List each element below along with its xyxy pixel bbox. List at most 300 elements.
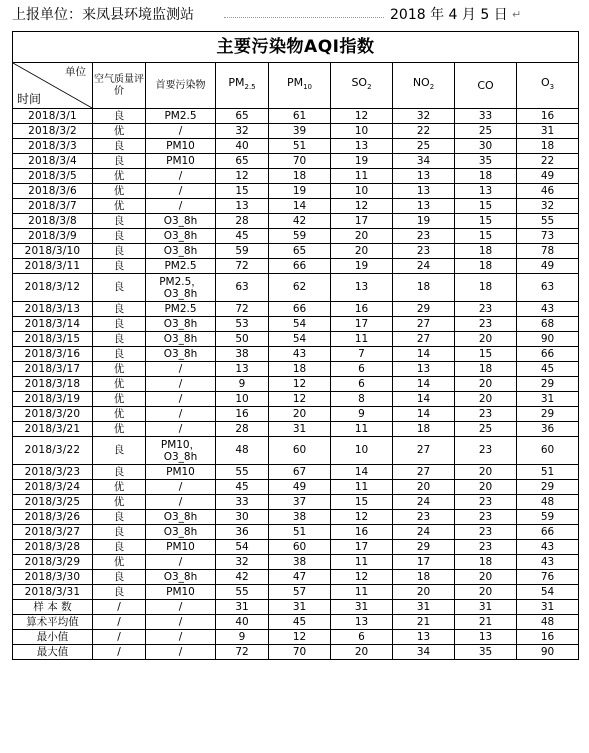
table-cell: 28 [216, 214, 269, 229]
table-cell: 11 [331, 422, 393, 437]
table-cell: / [146, 362, 216, 377]
table-cell: 15 [455, 229, 517, 244]
table-body [13, 109, 579, 600]
header-no2: $NO_2$ [393, 63, 455, 109]
table-cell: 67 [269, 465, 331, 480]
date-cell: 2018/3/18 [13, 377, 93, 392]
date-cell: 2018/3/8 [13, 214, 93, 229]
table-cell: 12 [331, 570, 393, 585]
table-row [13, 377, 579, 392]
table-cell: 9 [216, 377, 269, 392]
table-cell: 65 [216, 154, 269, 169]
table-cell: 13 [216, 199, 269, 214]
table-row [13, 184, 579, 199]
table-cell: PM2.5， O3_8h [146, 274, 216, 302]
table-cell: 12 [331, 109, 393, 124]
table-cell: 优 [93, 199, 146, 214]
table-cell: 24 [393, 525, 455, 540]
summary-cell: 31 [269, 600, 331, 615]
table-cell: 23 [455, 540, 517, 555]
summary-row [13, 615, 579, 630]
table-cell: 36 [216, 525, 269, 540]
table-cell: 18 [393, 422, 455, 437]
table-cell: 20 [455, 585, 517, 600]
table-cell: 18 [455, 362, 517, 377]
table-cell: 良 [93, 585, 146, 600]
table-cell: 30 [455, 139, 517, 154]
table-cell: 23 [455, 437, 517, 465]
summary-cell: 21 [455, 615, 517, 630]
summary-cell: 16 [517, 630, 579, 645]
table-cell: 29 [517, 480, 579, 495]
table-cell: 15 [455, 199, 517, 214]
table-row [13, 199, 579, 214]
table-cell: 31 [269, 422, 331, 437]
table-cell: 43 [517, 540, 579, 555]
table-cell: O3_8h [146, 347, 216, 362]
table-cell: 60 [269, 540, 331, 555]
table-row [13, 259, 579, 274]
table-row [13, 407, 579, 422]
table-cell: 17 [331, 317, 393, 332]
table-cell: 良 [93, 540, 146, 555]
table-cell: 14 [269, 199, 331, 214]
table-cell: 63 [517, 274, 579, 302]
table-title: 主要污染物AQI指数 [13, 32, 579, 63]
table-cell: 良 [93, 570, 146, 585]
table-cell: / [146, 377, 216, 392]
table-cell: 8 [331, 392, 393, 407]
summary-cell: 70 [269, 645, 331, 660]
table-row [13, 229, 579, 244]
summary-cell: / [146, 630, 216, 645]
table-cell: 13 [216, 362, 269, 377]
table-row [13, 465, 579, 480]
table-cell: 13 [393, 199, 455, 214]
table-cell: 57 [269, 585, 331, 600]
table-cell: O3_8h [146, 229, 216, 244]
table-cell: 10 [331, 437, 393, 465]
table-cell: 16 [216, 407, 269, 422]
table-cell: 78 [517, 244, 579, 259]
table-cell: 优 [93, 555, 146, 570]
table-cell: / [146, 169, 216, 184]
table-cell: 72 [216, 302, 269, 317]
table-row [13, 332, 579, 347]
table-cell: 49 [269, 480, 331, 495]
table-cell: 32 [393, 109, 455, 124]
table-cell: 17 [331, 540, 393, 555]
date-cell: 2018/3/30 [13, 570, 93, 585]
table-row [13, 525, 579, 540]
table-cell: 39 [269, 124, 331, 139]
table-cell: 12 [269, 377, 331, 392]
table-cell: 良 [93, 510, 146, 525]
table-cell: 良 [93, 154, 146, 169]
table-row [13, 109, 579, 124]
table-cell: 55 [216, 585, 269, 600]
table-row [13, 392, 579, 407]
table-cell: / [146, 184, 216, 199]
table-cell: 20 [455, 332, 517, 347]
table-row [13, 437, 579, 465]
table-row [13, 362, 579, 377]
summary-cell: 9 [216, 630, 269, 645]
report-header [12, 4, 582, 26]
table-cell: 66 [517, 525, 579, 540]
table-cell: 45 [216, 480, 269, 495]
table-cell: 优 [93, 362, 146, 377]
table-cell: 59 [216, 244, 269, 259]
table-cell: 6 [331, 377, 393, 392]
table-cell: 24 [393, 259, 455, 274]
summary-cell: 34 [393, 645, 455, 660]
table-cell: 18 [393, 570, 455, 585]
date-cell: 2018/3/20 [13, 407, 93, 422]
table-row [13, 154, 579, 169]
date-cell: 2018/3/5 [13, 169, 93, 184]
table-cell: / [146, 124, 216, 139]
table-cell: 优 [93, 169, 146, 184]
table-cell: 25 [393, 139, 455, 154]
date-cell: 2018/3/26 [13, 510, 93, 525]
table-cell: O3_8h [146, 244, 216, 259]
table-cell: 14 [393, 392, 455, 407]
table-cell: 14 [393, 347, 455, 362]
table-cell: 23 [455, 525, 517, 540]
summary-cell: / [146, 615, 216, 630]
table-cell: 27 [393, 465, 455, 480]
summary-cell: 45 [269, 615, 331, 630]
date-cell: 2018/3/24 [13, 480, 93, 495]
table-cell: 良 [93, 259, 146, 274]
table-row [13, 585, 579, 600]
table-cell: 良 [93, 229, 146, 244]
table-cell: 45 [216, 229, 269, 244]
summary-cell: 35 [455, 645, 517, 660]
table-cell: 68 [517, 317, 579, 332]
table-cell: 15 [455, 214, 517, 229]
table-cell: 11 [331, 332, 393, 347]
table-cell: 18 [269, 169, 331, 184]
table-cell: 36 [517, 422, 579, 437]
table-row [13, 317, 579, 332]
table-cell: 13 [331, 139, 393, 154]
table-cell: 33 [216, 495, 269, 510]
table-cell: 9 [331, 407, 393, 422]
date-cell: 2018/3/4 [13, 154, 93, 169]
table-cell: 良 [93, 317, 146, 332]
table-cell: 33 [455, 109, 517, 124]
table-cell: PM10 [146, 465, 216, 480]
table-cell: 31 [517, 124, 579, 139]
table-cell: 18 [455, 169, 517, 184]
table-cell: 18 [455, 274, 517, 302]
table-cell: 25 [455, 422, 517, 437]
table-cell: 16 [331, 525, 393, 540]
table-cell: 13 [393, 169, 455, 184]
table-cell: 42 [216, 570, 269, 585]
date-cell: 2018/3/12 [13, 274, 93, 302]
table-cell: 65 [216, 109, 269, 124]
table-cell: 良 [93, 214, 146, 229]
date-cell: 2018/3/3 [13, 139, 93, 154]
table-cell: 良 [93, 109, 146, 124]
table-row [13, 139, 579, 154]
table-cell: 29 [393, 540, 455, 555]
summary-cell: 31 [393, 600, 455, 615]
corner-header [13, 63, 93, 109]
table-row [13, 422, 579, 437]
table-cell: 18 [517, 139, 579, 154]
table-row [13, 570, 579, 585]
table-cell: 20 [455, 480, 517, 495]
date-cell: 2018/3/25 [13, 495, 93, 510]
table-cell: 31 [517, 392, 579, 407]
table-cell: 17 [331, 214, 393, 229]
table-cell: 38 [269, 510, 331, 525]
table-cell: 18 [455, 555, 517, 570]
header-primary-pollutant: 首要污染物 [146, 63, 216, 109]
table-cell: 45 [517, 362, 579, 377]
table-cell: 25 [455, 124, 517, 139]
table-summary [13, 600, 579, 660]
table-cell: 20 [455, 377, 517, 392]
table-cell: 13 [331, 274, 393, 302]
date-cell: 2018/3/7 [13, 199, 93, 214]
table-cell: 11 [331, 480, 393, 495]
date-cell: 2018/3/22 [13, 437, 93, 465]
summary-cell: 21 [393, 615, 455, 630]
table-cell: 13 [455, 184, 517, 199]
table-cell: 50 [216, 332, 269, 347]
table-cell: 7 [331, 347, 393, 362]
summary-cell: 20 [331, 645, 393, 660]
table-cell: 22 [517, 154, 579, 169]
table-cell: 23 [455, 495, 517, 510]
table-row [13, 510, 579, 525]
table-cell: 18 [455, 244, 517, 259]
table-cell: 良 [93, 525, 146, 540]
table-cell: 54 [269, 317, 331, 332]
table-cell: / [146, 422, 216, 437]
date-cell: 2018/3/11 [13, 259, 93, 274]
table-cell: 29 [517, 377, 579, 392]
reporting-unit: 上报单位：来凤县环境监测站 [12, 7, 194, 23]
table-cell: 良 [93, 465, 146, 480]
table-row [13, 347, 579, 362]
table-cell: 良 [93, 302, 146, 317]
summary-row [13, 600, 579, 615]
table-cell: / [146, 392, 216, 407]
table-cell: 62 [269, 274, 331, 302]
table-cell: 32 [216, 124, 269, 139]
summary-cell: / [146, 645, 216, 660]
header-co: CO [455, 63, 517, 109]
header-o3: $O_3$ [517, 63, 579, 109]
table-cell: 18 [393, 274, 455, 302]
table-cell: 6 [331, 362, 393, 377]
table-cell: 72 [216, 259, 269, 274]
table-cell: 11 [331, 555, 393, 570]
table-cell: 20 [393, 480, 455, 495]
table-cell: 20 [393, 585, 455, 600]
table-cell: 良 [93, 244, 146, 259]
table-cell: 70 [269, 154, 331, 169]
table-cell: 66 [517, 347, 579, 362]
date-cell: 2018/3/14 [13, 317, 93, 332]
header-pm25: $PM_{2.5}$ [216, 63, 269, 109]
table-cell: 53 [216, 317, 269, 332]
summary-cell: 12 [269, 630, 331, 645]
corner-unit-label: 单位 [65, 66, 86, 78]
table-cell: 61 [269, 109, 331, 124]
table-cell: 良 [93, 437, 146, 465]
table-cell: 30 [216, 510, 269, 525]
summary-label: 算术平均值 [13, 615, 93, 630]
table-cell: 40 [216, 139, 269, 154]
table-cell: 20 [269, 407, 331, 422]
table-cell: 优 [93, 495, 146, 510]
table-row [13, 540, 579, 555]
table-cell: 54 [216, 540, 269, 555]
table-cell: 23 [455, 407, 517, 422]
header-quality: 空气质量评价 [93, 63, 146, 109]
table-cell: / [146, 495, 216, 510]
table-cell: 良 [93, 347, 146, 362]
table-cell: 34 [393, 154, 455, 169]
table-cell: 27 [393, 317, 455, 332]
summary-cell: 31 [455, 600, 517, 615]
table-cell: 51 [269, 139, 331, 154]
table-cell: 18 [269, 362, 331, 377]
table-cell: 12 [331, 510, 393, 525]
table-cell: 14 [331, 465, 393, 480]
summary-cell: 31 [216, 600, 269, 615]
table-cell: 20 [455, 392, 517, 407]
table-cell: 16 [517, 109, 579, 124]
table-cell: 良 [93, 274, 146, 302]
table-row [13, 169, 579, 184]
table-cell: 66 [269, 302, 331, 317]
table-cell: 19 [393, 214, 455, 229]
table-cell: 20 [455, 570, 517, 585]
table-cell: 23 [455, 510, 517, 525]
table-row [13, 495, 579, 510]
date-cell: 2018/3/15 [13, 332, 93, 347]
date-cell: 2018/3/17 [13, 362, 93, 377]
table-cell: 12 [269, 392, 331, 407]
table-row [13, 302, 579, 317]
table-cell: / [146, 407, 216, 422]
table-cell: O3_8h [146, 332, 216, 347]
table-cell: 20 [331, 244, 393, 259]
table-cell: 28 [216, 422, 269, 437]
table-cell: 66 [269, 259, 331, 274]
table-cell: PM10 [146, 540, 216, 555]
date-cell: 2018/3/19 [13, 392, 93, 407]
table-cell: PM10 [146, 139, 216, 154]
table-cell: 11 [331, 169, 393, 184]
date-cell: 2018/3/10 [13, 244, 93, 259]
table-cell: 19 [331, 259, 393, 274]
table-cell: PM2.5 [146, 302, 216, 317]
table-cell: 51 [269, 525, 331, 540]
summary-cell: / [93, 615, 146, 630]
table-cell: 11 [331, 585, 393, 600]
table-cell: 43 [517, 302, 579, 317]
table-cell: 47 [269, 570, 331, 585]
table-cell: 29 [517, 407, 579, 422]
date-cell: 2018/3/2 [13, 124, 93, 139]
table-cell: 优 [93, 407, 146, 422]
table-cell: O3_8h [146, 570, 216, 585]
table-cell: PM10 [146, 154, 216, 169]
table-cell: 55 [517, 214, 579, 229]
dotted-leader [224, 17, 384, 18]
table-cell: 27 [393, 332, 455, 347]
date-cell: 2018/3/31 [13, 585, 93, 600]
table-cell: 22 [393, 124, 455, 139]
table-cell: 14 [393, 377, 455, 392]
table-cell: 38 [216, 347, 269, 362]
table-cell: 59 [517, 510, 579, 525]
table-cell: 23 [393, 510, 455, 525]
table-row [13, 555, 579, 570]
summary-cell: / [146, 600, 216, 615]
table-cell: O3_8h [146, 214, 216, 229]
table-cell: 10 [331, 124, 393, 139]
summary-cell: 13 [331, 615, 393, 630]
table-cell: PM10， O3_8h [146, 437, 216, 465]
header-so2: $SO_2$ [331, 63, 393, 109]
date-cell: 2018/3/1 [13, 109, 93, 124]
table-cell: 48 [216, 437, 269, 465]
table-cell: 46 [517, 184, 579, 199]
date-cell: 2018/3/29 [13, 555, 93, 570]
table-cell: / [146, 199, 216, 214]
corner-time-label: 时间 [17, 92, 42, 106]
table-cell: 19 [269, 184, 331, 199]
summary-cell: 90 [517, 645, 579, 660]
date-cell: 2018/3/28 [13, 540, 93, 555]
table-cell: 24 [393, 495, 455, 510]
table-cell: 37 [269, 495, 331, 510]
table-cell: 23 [393, 244, 455, 259]
table-cell: 60 [269, 437, 331, 465]
summary-cell: / [93, 600, 146, 615]
table-row [13, 124, 579, 139]
summary-cell: 72 [216, 645, 269, 660]
table-cell: 32 [517, 199, 579, 214]
summary-label: 最大值 [13, 645, 93, 660]
table-cell: 49 [517, 169, 579, 184]
table-cell: 43 [269, 347, 331, 362]
table-cell: 23 [455, 302, 517, 317]
table-cell: 15 [455, 347, 517, 362]
table-cell: PM10 [146, 585, 216, 600]
table-cell: / [146, 555, 216, 570]
summary-label: 样 本 数 [13, 600, 93, 615]
table-cell: 49 [517, 259, 579, 274]
date-cell: 2018/3/27 [13, 525, 93, 540]
table-cell: 优 [93, 124, 146, 139]
table-cell: 42 [269, 214, 331, 229]
table-cell: 55 [216, 465, 269, 480]
table-cell: 54 [517, 585, 579, 600]
table-cell: / [146, 480, 216, 495]
table-cell: 43 [517, 555, 579, 570]
